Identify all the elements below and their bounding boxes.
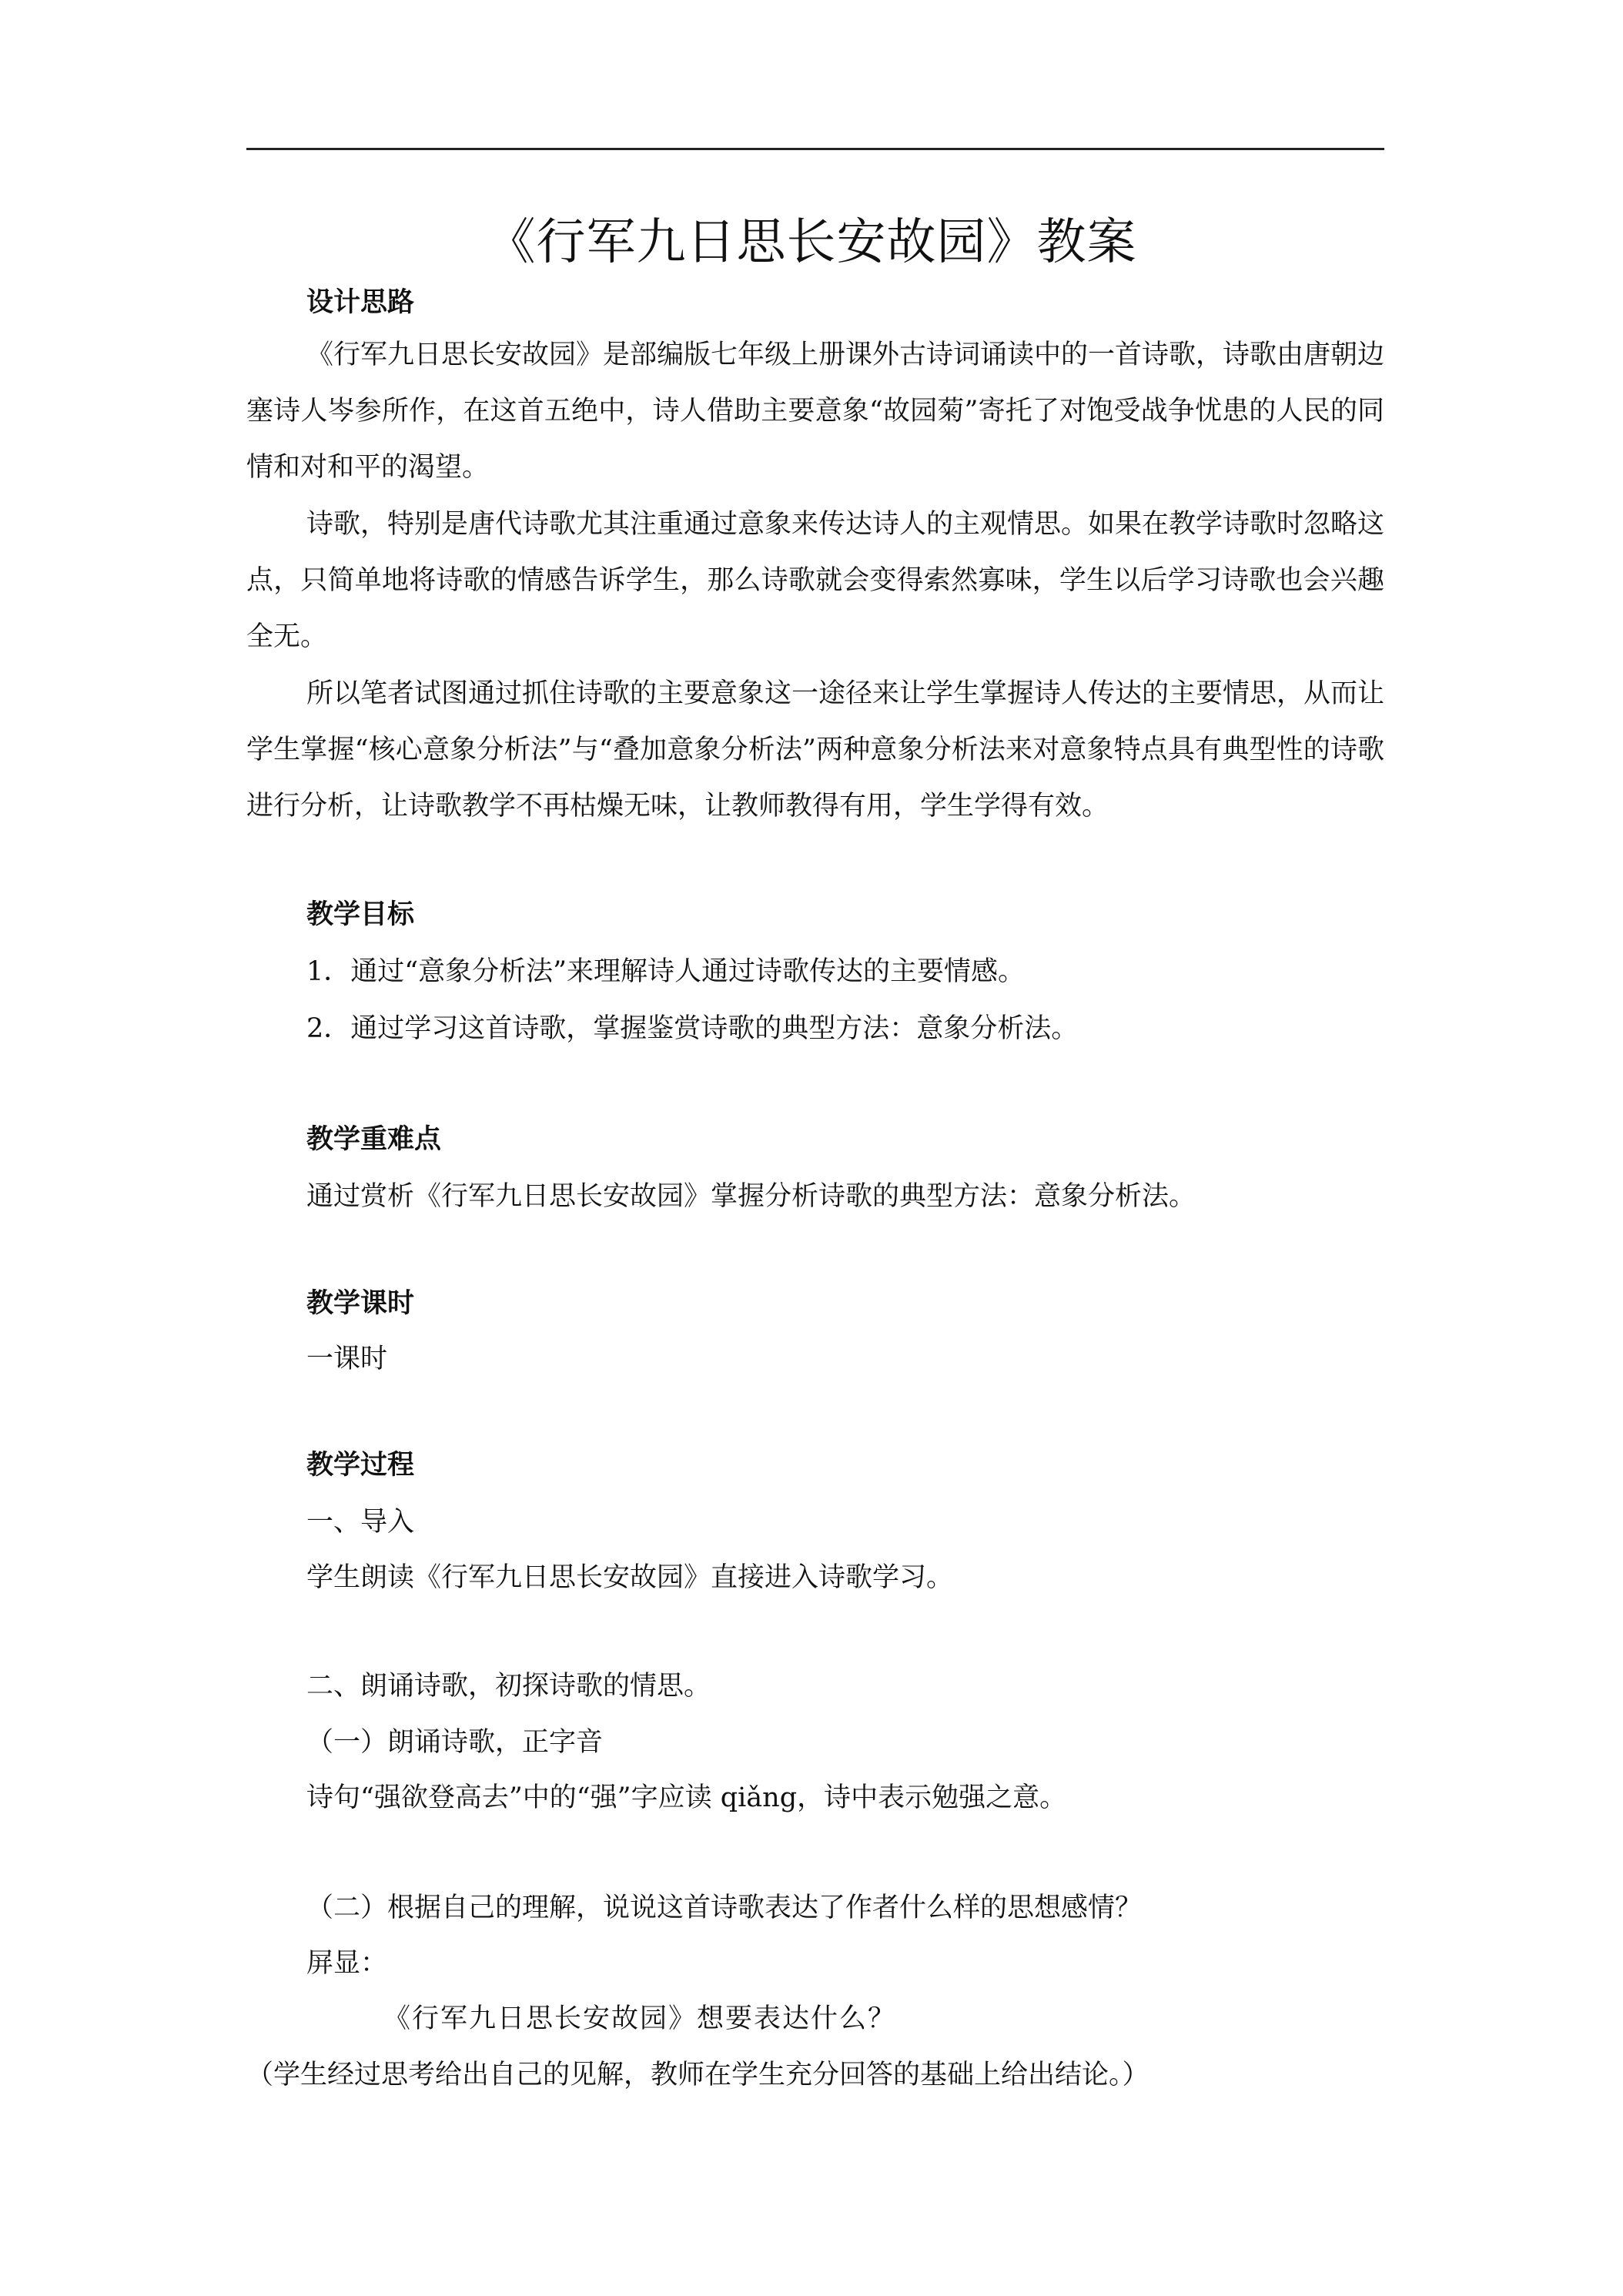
goal-item-2: 2．通过学习这首诗歌，掌握鉴赏诗歌的典型方法：意象分析法。 [306, 1013, 1079, 1044]
heading-process: 教学过程 [306, 1450, 415, 1481]
intro-text: 学生朗读《行军九日思长安故园》直接进入诗歌学习。 [306, 1562, 954, 1593]
screen-text: 《行军九日思长安故园》想要表达什么？ [383, 2003, 897, 2034]
heading-hours: 教学课时 [306, 1288, 415, 1319]
header-rule [246, 148, 1384, 150]
intro-title: 一、导入 [306, 1507, 415, 1538]
design-paragraph-3: 所以笔者试图通过抓住诗歌的主要意象这一途径来让学生掌握诗人传达的主要情思，从而让学生掌握“核心意象分析法”与“叠加意象分析法”两种意象分析法来对意象特点具有典型性的诗歌进行分析，让诗歌教学不再枯燥无味，让教师教得有用，学生学得有效。 [246, 678, 1385, 822]
goal-item-1: 1．通过“意象分析法”来理解诗人通过诗歌传达的主要情感。 [306, 956, 1026, 987]
screen-label: 屏显： [306, 1948, 388, 1979]
hours-text: 一课时 [306, 1344, 388, 1374]
design-paragraph-2: 诗歌，特别是唐代诗歌尤其注重通过意象来传达诗人的主观情思。如果在教学诗歌时忽略这点，只简单地将诗歌的情感告诉学生，那么诗歌就会变得索然寡味，学生以后学习诗歌也会兴趣全无。 [246, 509, 1385, 652]
read-title: 二、朗诵诗歌，初探诗歌的情思。 [306, 1671, 711, 1702]
sub2-title: （二）根据自己的理解，说说这首诗歌表达了作者什么样的思想感情？ [306, 1893, 1143, 1923]
teacher-note: （学生经过思考给出自己的见解，教师在学生充分回答的基础上给出结论。） [246, 2060, 1149, 2090]
keypoints-text: 通过赏析《行军九日思长安故园》掌握分析诗歌的典型方法：意象分析法。 [306, 1181, 1196, 1212]
heading-goals: 教学目标 [306, 899, 415, 930]
sub1-title: （一）朗诵诗歌，正字音 [306, 1727, 604, 1758]
document-title: 《行军九日思长安故园》教案 [486, 214, 1137, 271]
design-paragraph-1: 《行军九日思长安故园》是部编版七年级上册课外古诗词诵读中的一首诗歌，诗歌由唐朝边塞诗人岑参所作，在这首五绝中，诗人借助主要意象“故园菊”寄托了对饱受战争忧患的人民的同情和对和平的渴望。 [246, 340, 1385, 483]
sub1-text: 诗句“强欲登高去”中的“强”字应读 qiǎng，诗中表示勉强之意。 [306, 1782, 1067, 1813]
heading-design: 设计思路 [306, 287, 415, 318]
heading-keypoints: 教学重难点 [306, 1124, 442, 1155]
